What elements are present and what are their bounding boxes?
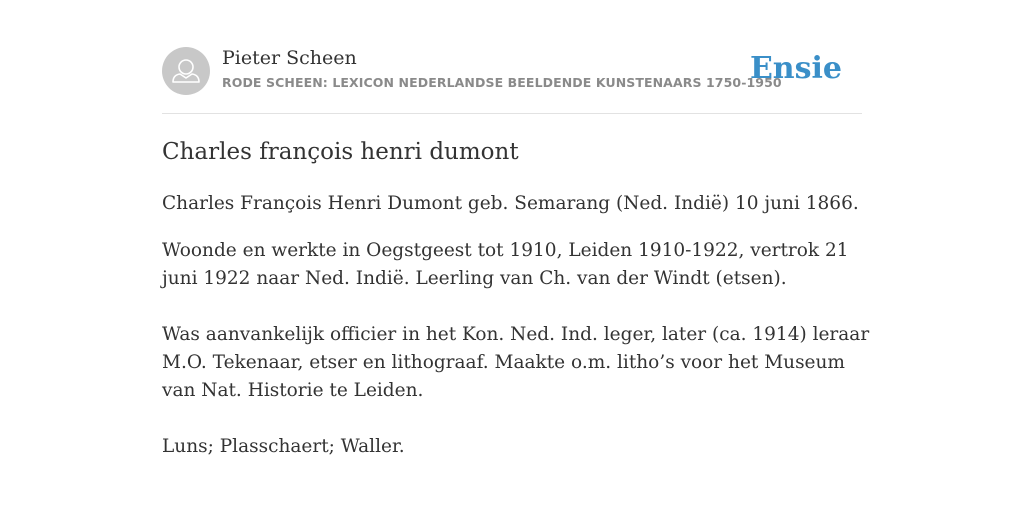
header-divider: [162, 113, 862, 114]
avatar[interactable]: [162, 47, 210, 95]
paragraph-references: Luns; Plasschaert; Waller.: [162, 436, 405, 457]
author-name[interactable]: Pieter Scheen: [222, 47, 357, 69]
ensie-logo[interactable]: Ensie: [749, 51, 842, 86]
user-silhouette-icon: [162, 47, 210, 95]
article-title: Charles françois henri dumont: [162, 139, 519, 165]
source-title[interactable]: RODE SCHEEN: LEXICON NEDERLANDSE BEELDENDE KUNSTENAARS 1750-1950: [222, 75, 782, 90]
article-body: [162, 136, 872, 461]
paragraph-career: Was aanvankelijk officier in het Kon. Ned. Ind. leger, later (ca. 1914) leraar M.O. Tekenaar, etser en lithograaf. Maakte o.m. litho’s voor het Museum van Nat. Historie te Leiden.: [162, 324, 870, 401]
paragraph-birth: Charles François Henri Dumont geb. Semarang (Ned. Indië) 10 juni 1866.: [162, 193, 859, 214]
article-header: [162, 46, 862, 96]
paragraph-residence: Woonde en werkte in Oegstgeest tot 1910, Leiden 1910-1922, vertrok 21 juni 1922 naar Ned. Indië. Leerling van Ch. van der Windt (etsen).: [162, 240, 849, 289]
